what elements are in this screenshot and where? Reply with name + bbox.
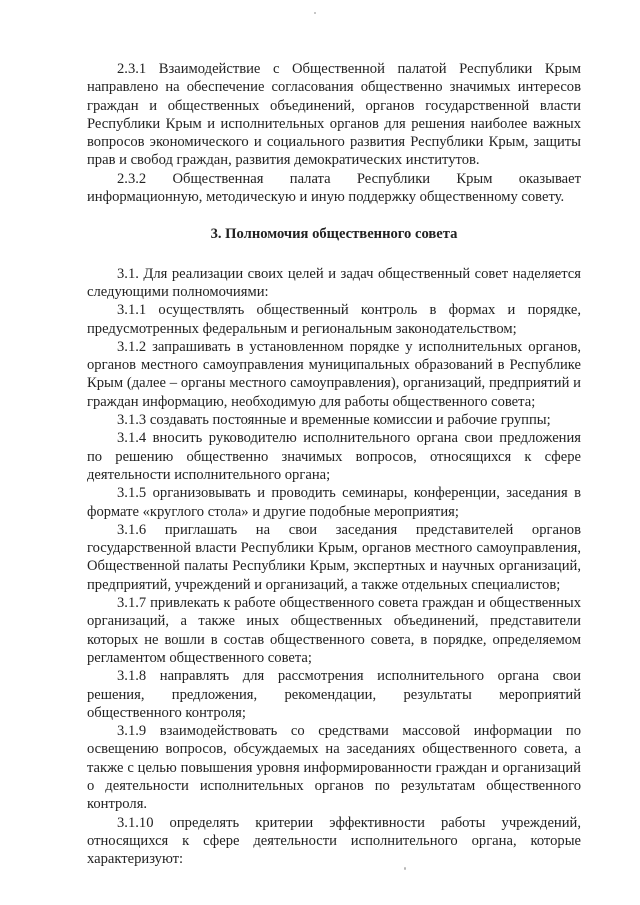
paragraph-3-1-2: 3.1.2 запрашивать в установленном порядке у исполнительных органов, органов местного самоуправления муниципальных образований в Республике Крым (далее – органы местного самоуправления), организаций, предприятий и граждан информацию, необходимую для работы общественного совета;	[87, 338, 581, 410]
paragraph-3-1-10: 3.1.10 определять критерии эффективности работы учреждений, относящихся к сфере деятельности исполнительного органа, которые характеризуют:	[87, 814, 581, 868]
paragraph-3-1-4: 3.1.4 вносить руководителю исполнительного органа свои предложения по решению общественно значимых вопросов, относящихся к сфере деятельности исполнительного органа;	[87, 430, 581, 483]
paragraph-3-1-8: 3.1.8 направлять для рассмотрения исполнительного органа свои решения, предложения, рекомендации, результаты мероприятий общественного контроля;	[87, 668, 581, 721]
section-heading: 3. Полномочия общественного совета	[210, 226, 458, 243]
paragraph-3-1-5: 3.1.5 организовывать и проводить семинары, конференции, заседания в формате «круглого стола» и другие подобные мероприятия;	[87, 485, 581, 520]
paragraph-2-3-1: 2.3.1 Взаимодействие с Общественной палатой Республики Крым направлено на обеспечение согласования общественно значимых интересов граждан и общественных объединений, органов государственной власти Республики Крым и исполнительных органов для решения наиболее важных вопросов экономического и социального развития Республики Крым, защиты прав и свобод граждан, развития демократических институтов.	[87, 61, 581, 169]
paragraph-3-1-9: 3.1.9 взаимодействовать со средствами массовой информации по освещению вопросов, обсуждаемых на заседаниях общественного совета, а также с целью повышения уровня информированности граждан и организаций о деятельности исполнительных органов по результатам общественного контроля.	[87, 723, 581, 813]
paragraph-3-1-6: 3.1.6 приглашать на свои заседания представителей органов государственной власти Республики Крым, органов местного самоуправления, Общественной палаты Республики Крым, экспертных и научных организаций, предприятий, учреждений и организаций, а также отдельных специалистов;	[87, 521, 581, 593]
paragraph-3-1-1: 3.1.1 осуществлять общественный контроль в формах и порядке, предусмотренных федеральным и региональным законодательством;	[87, 302, 581, 337]
paragraph-3-1: 3.1. Для реализации своих целей и задач общественный совет наделяется следующими полномочиями:	[87, 265, 581, 300]
paragraph-2-3-2: 2.3.2 Общественная палата Республики Крым оказывает информационную, методическую и иную поддержку общественному совету.	[87, 170, 581, 206]
paragraph-3-1-3: 3.1.3 создавать постоянные и временные комиссии и рабочие группы;	[117, 412, 551, 429]
scan-speck	[314, 12, 316, 14]
paragraph-3-1-7: 3.1.7 привлекать к работе общественного совета граждан и общественных организаций, а также иных общественных объединений, представители которых не вошли в состав общественного совета, в порядке, определяемом регламентом общественного совета;	[87, 595, 581, 666]
document-text	[87, 60, 581, 868]
